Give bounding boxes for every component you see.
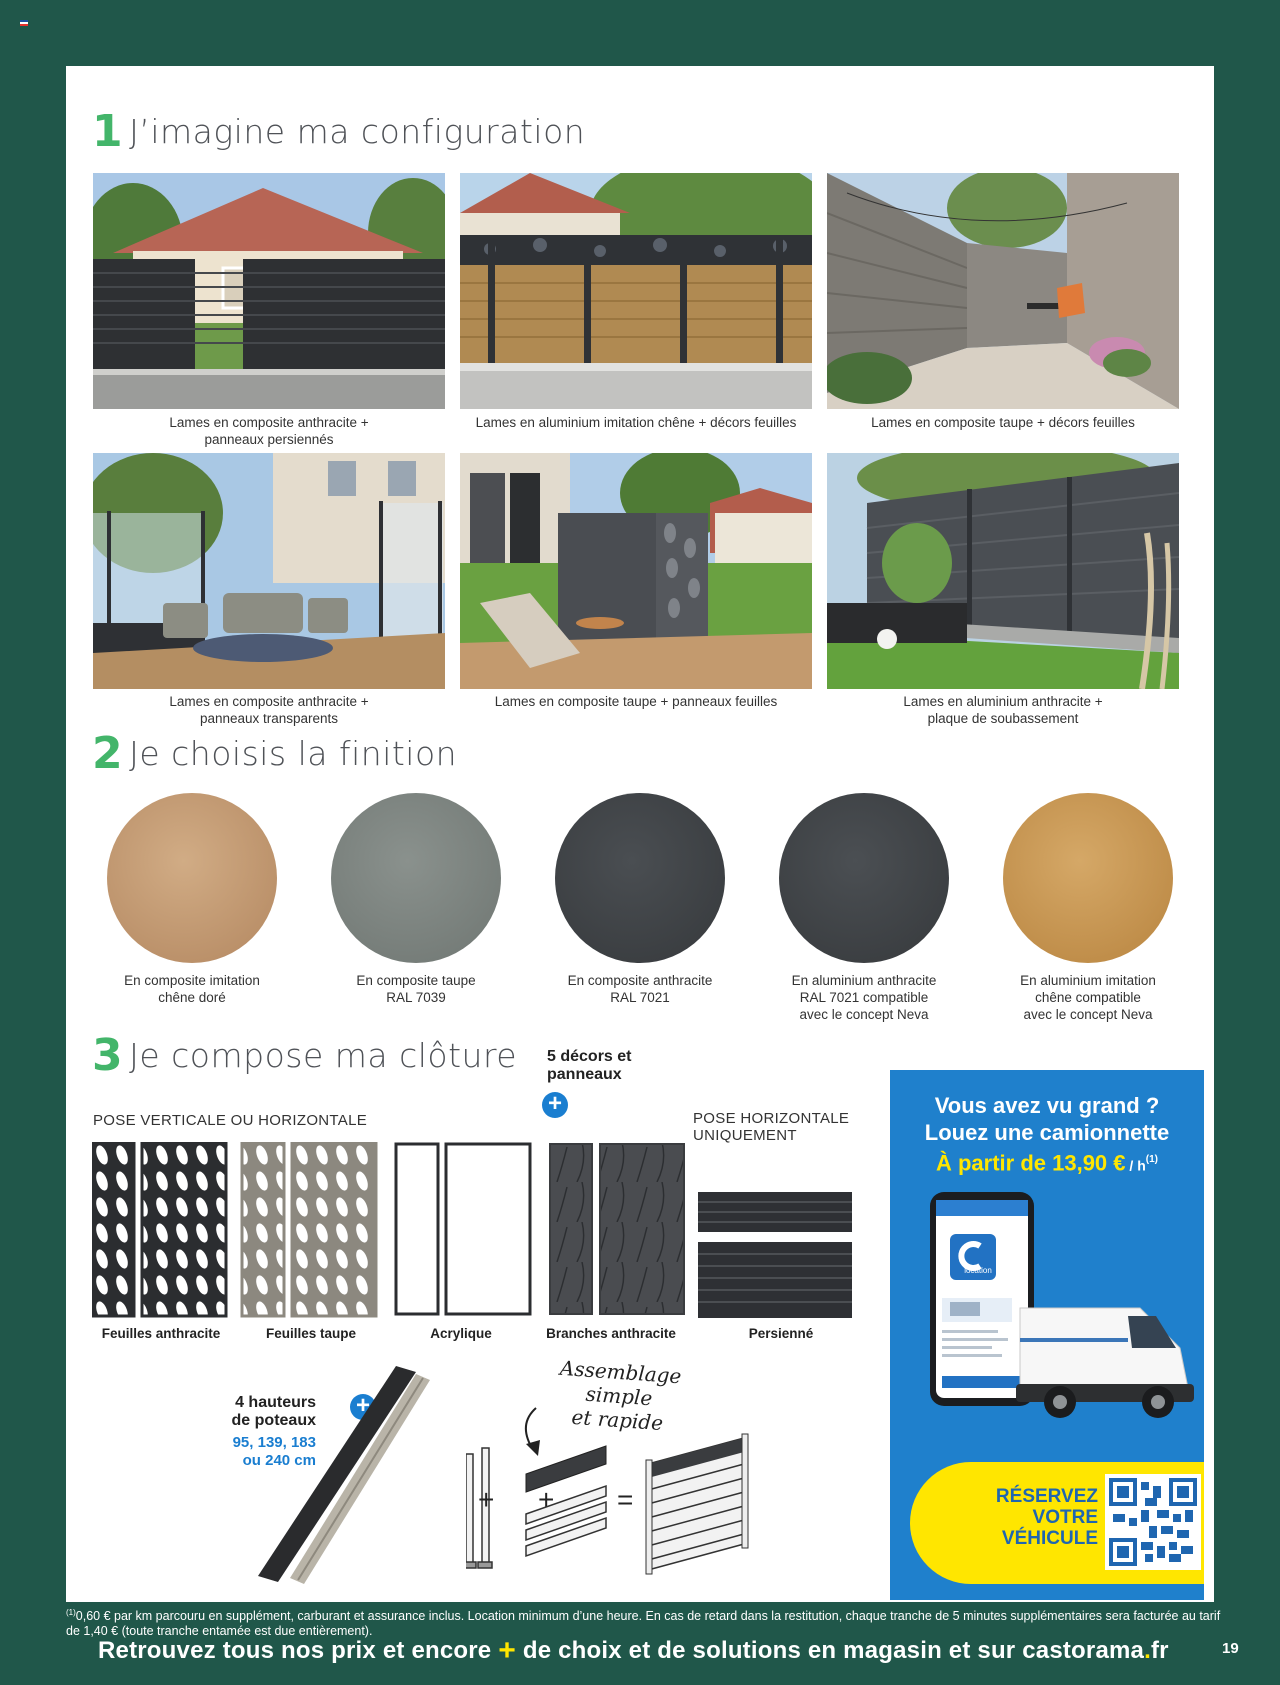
section3-number: 3 — [92, 1030, 124, 1081]
reserve-vehicle-button[interactable] — [910, 1462, 1204, 1584]
panel-name-feuilles-taupe: Feuilles taupe — [265, 1326, 357, 1341]
location-app-label: location — [964, 1266, 992, 1275]
section2-number: 2 — [92, 728, 124, 779]
promo-line: Vous avez vu grand ? — [934, 1093, 1160, 1118]
panel-feuilles-anthracite-wide — [142, 1142, 226, 1316]
footnote-text: 0,60 € par km parcouru en supplément, carburant et assurance inclus. Location minimum d’une heure. En cas de retard dans la restitution, chaque tranche de 5 minutes supplémentaires sera facturée au tarif de 1,40 € (toute tranche entamée est due entièrement). — [66, 1609, 1221, 1639]
panel-acrylique-narrow — [396, 1144, 438, 1314]
tagline-dot: . — [1144, 1637, 1151, 1664]
section1-title — [92, 106, 585, 157]
decors-line: panneaux — [547, 1066, 622, 1083]
section1-number: 1 — [92, 106, 124, 157]
pose-line: POSE HORIZONTALE — [693, 1110, 850, 1127]
caption-line: Lames en composite anthracite + — [169, 415, 369, 430]
caption-line: Lames en composite anthracite + — [169, 694, 369, 709]
posts-illustration — [246, 1366, 466, 1586]
reserve-line: VOTRE — [1032, 1507, 1098, 1528]
assembly-plus-2: + — [538, 1484, 555, 1515]
label-line: RAL 7021 — [610, 990, 670, 1005]
photo-aluminium-anthracite-soubassement — [827, 453, 1179, 689]
promo-price — [890, 1146, 1204, 1179]
photo-composite-taupe-panneaux-feuilles — [460, 453, 812, 689]
label-line: En composite taupe — [356, 973, 476, 988]
panel-branches-narrow — [550, 1144, 592, 1314]
caption-line: plaque de soubassement — [927, 711, 1079, 726]
label-line: chêne compatible — [1035, 990, 1141, 1005]
photo5-caption — [460, 693, 812, 710]
panel-acrylique-wide — [446, 1144, 530, 1314]
sizes-line: ou 240 cm — [242, 1452, 316, 1469]
page-number: 19 — [1222, 1640, 1239, 1657]
phone-and-van-illustration — [920, 1188, 1200, 1438]
photo3-caption — [827, 414, 1179, 431]
photo2-caption — [460, 414, 812, 431]
catalog-page — [66, 66, 1214, 1602]
assembly-plus-1: + — [478, 1484, 495, 1515]
plus-icon: + — [350, 1394, 376, 1420]
label-line: RAL 7021 compatible — [799, 990, 929, 1005]
panel-name-branches-anthracite: Branches anthracite — [546, 1326, 676, 1341]
label-line: RAL 7039 — [386, 990, 446, 1005]
tagline-plus-icon: + — [498, 1634, 516, 1667]
label-line: En aluminium anthracite — [791, 973, 937, 988]
promo-price-value: À partir de 13,90 € — [935, 1150, 1126, 1176]
caption-line: Lames en composite taupe + décors feuilles — [871, 415, 1135, 430]
label-line: En composite imitation — [124, 973, 260, 988]
swatch-aluminium-chene[interactable] — [1003, 793, 1173, 963]
tagline — [98, 1634, 1169, 1668]
finish-label-4 — [764, 972, 964, 1023]
panel-illustrations — [92, 1142, 852, 1332]
promo-headline — [890, 1092, 1204, 1179]
finish-label-1 — [92, 972, 292, 1006]
tagline-text: de choix et de solutions en magasin et sur castorama — [515, 1637, 1145, 1664]
photo6-caption — [827, 693, 1179, 727]
panel-name-persienne: Persienné — [748, 1326, 814, 1341]
label-line: En composite anthracite — [567, 973, 713, 988]
swatch-composite-taupe[interactable] — [331, 793, 501, 963]
photo-composite-taupe-feuilles — [827, 173, 1179, 409]
van-rental-promo[interactable] — [890, 1070, 1204, 1600]
assembly-equals: = — [617, 1484, 634, 1515]
panel-feuilles-anthracite-narrow — [92, 1142, 134, 1316]
decors-count — [547, 1048, 631, 1084]
plus-icon: + — [542, 1092, 568, 1118]
caption-line: panneaux transparents — [199, 711, 339, 726]
section3-title — [92, 1030, 517, 1081]
sizes-line: 95, 139, 183 — [232, 1434, 316, 1451]
finish-label-3 — [540, 972, 740, 1006]
promo-line: Louez une camionnette — [924, 1120, 1170, 1145]
panel-feuilles-taupe-narrow — [242, 1142, 284, 1316]
finish-label-5 — [988, 972, 1188, 1023]
assembly-line: Assemblage simple — [559, 1355, 683, 1411]
section3-title-text: Je compose ma clôture — [129, 1036, 518, 1075]
label-line: chêne doré — [158, 990, 226, 1005]
tagline-text: Retrouvez tous nos prix et encore — [98, 1637, 499, 1664]
qr-code-icon — [1109, 1478, 1197, 1566]
assembly-line: et rapide — [570, 1404, 664, 1436]
photo-composite-anthracite-persiennes — [93, 173, 445, 409]
photo4-caption — [93, 693, 445, 727]
reserve-text — [968, 1486, 1098, 1549]
photo1-caption — [93, 414, 445, 448]
reserve-line: VÉHICULE — [1001, 1528, 1098, 1549]
label-line: avec le concept Neva — [1023, 1007, 1153, 1022]
section2-title — [92, 728, 457, 779]
label-line: En aluminium imitation — [1020, 973, 1156, 988]
panel-name-acrylique: Acrylique — [430, 1326, 492, 1341]
photo-composite-anthracite-transparents — [93, 453, 445, 689]
finish-label-2 — [316, 972, 516, 1006]
qr-code[interactable] — [1105, 1474, 1201, 1570]
caption-line: panneaux persiennés — [204, 432, 334, 447]
posts-line: de poteaux — [231, 1412, 316, 1429]
pose-vertical-label: POSE VERTICALE OU HORIZONTALE — [93, 1112, 368, 1129]
panel-name-feuilles-anthracite: Feuilles anthracite — [101, 1326, 221, 1341]
caption-line: Lames en aluminium imitation chêne + décors feuilles — [475, 415, 797, 430]
caption-line: Lames en composite taupe + panneaux feuilles — [494, 694, 778, 709]
section1-title-text: J’imagine ma configuration — [129, 112, 586, 151]
promo-price-unit: / h — [1125, 1157, 1146, 1174]
panel-persienne — [698, 1192, 852, 1318]
reserve-line: RÉSERVEZ — [995, 1486, 1098, 1507]
caption-line: Lames en aluminium anthracite + — [903, 694, 1103, 709]
decors-line: 5 décors et — [547, 1048, 632, 1065]
promo-price-sup: (1) — [1145, 1154, 1158, 1165]
label-line: avec le concept Neva — [799, 1007, 929, 1022]
swatch-composite-chene-dore[interactable] — [107, 793, 277, 963]
tagline-text[interactable]: fr — [1150, 1637, 1169, 1664]
photo-aluminium-chene-feuilles — [460, 173, 812, 409]
panel-branches-wide — [600, 1144, 684, 1314]
posts-line: 4 hauteurs — [235, 1394, 316, 1411]
swatch-aluminium-anthracite[interactable] — [779, 793, 949, 963]
section2-title-text: Je choisis la finition — [129, 734, 458, 773]
panel-feuilles-taupe-wide — [292, 1142, 376, 1316]
pose-line: UNIQUEMENT — [693, 1127, 797, 1144]
swatch-composite-anthracite[interactable] — [555, 793, 725, 963]
footnote-sup: (1) — [66, 1608, 76, 1617]
pose-horizontal-label — [693, 1110, 849, 1144]
flag-icon — [20, 20, 28, 26]
